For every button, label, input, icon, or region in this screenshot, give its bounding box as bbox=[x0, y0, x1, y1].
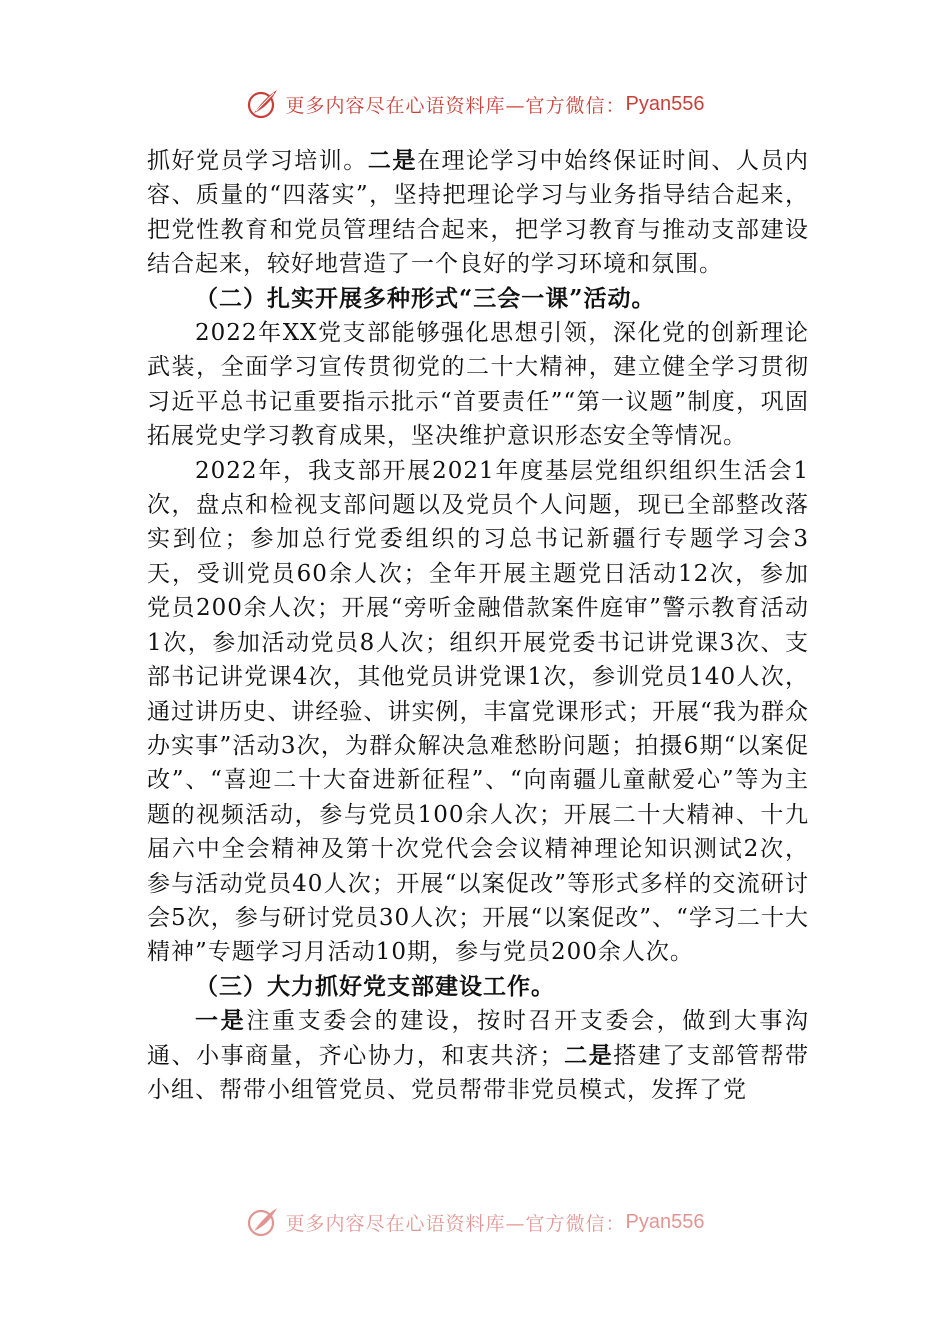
section-heading-2: （二）扎实开展多种形式“三会一课”活动。 bbox=[195, 284, 656, 312]
feather-logo-icon bbox=[246, 1205, 280, 1239]
paragraph-3: 2022年，我支部开展2021年度基层党组织组织生活会1次，盘点和检视支部问题以及党员个人问题，现已全部整改落实到位；参加总行党委组织的习总书记新疆行专题学习会3天，受训党员60余人次；全年开展主题党日活动12次，参加党员200余人次；开展“旁听金融借款案件庭审”警示教育活动1次，参加活动党员8人次；组织开展党委书记讲党课3次、支部书记讲党课4次，其他党员讲党课1次，参训党员140人次，通过讲历史、讲经验、讲实例，丰富党课形式；开展“我为群众办实事”活动3次，为群众解决急难愁盼问题；拍摄6期“以案促改”、“喜迎二十大奋进新征程”、“向南疆儿童献爱心”等为主题的视频活动，参与党员100余人次；开展二十大精神、十九届六中全会精神及第十次党代会会议精神理论知识测试2次，参与活动党员40人次；开展“以案促改”等形式多样的交流研讨会5次，参与研讨党员30人次；开展“以案促改”、“学习二十大精神”专题学习月活动10期，参与党员200余人次。 bbox=[147, 457, 809, 966]
watermark-wechat-id: Pyan556 bbox=[625, 1210, 705, 1233]
watermark-footer bbox=[0, 1204, 950, 1240]
paragraph-1: 抓好党员学习培训。二是在理论学习中始终保证时间、人员内容、质量的“四落实”，坚持把理论学习与业务指导结合起来，把党性教育和党员管理结合起来，把学习教育与推动支部建设结合起来，较好地营造了一个良好的学习环境和氛围。 bbox=[147, 147, 810, 278]
paragraph-4: 一是注重支委会的建设，按时召开支委会，做到大事沟通、小事商量，齐心协力，和衷共济；二是搭建了支部管帮带小组、帮带小组管党员、党员帮带非党员模式，发挥了党 bbox=[147, 1007, 810, 1103]
document-body bbox=[147, 144, 809, 1107]
section-heading-3: （三）大力抓好党支部建设工作。 bbox=[195, 972, 555, 1000]
paragraph-2: 2022年XX党支部能够强化思想引领，深化党的创新理论武装，全面学习宣传贯彻党的二十大精神，建立健全学习贯彻习近平总书记重要指示批示“首要责任”“第一议题”制度，巩固拓展党史学习教育成果，坚决维护意识形态安全等情况。 bbox=[147, 320, 809, 450]
watermark-text: 更多内容尽在心语资料库—官方微信： bbox=[285, 1212, 626, 1235]
watermark-header bbox=[0, 84, 950, 124]
watermark-text: 更多内容尽在心语资料库—官方微信： bbox=[285, 94, 626, 117]
feather-logo-icon bbox=[246, 87, 280, 121]
watermark-wechat-id: Pyan556 bbox=[625, 92, 705, 115]
